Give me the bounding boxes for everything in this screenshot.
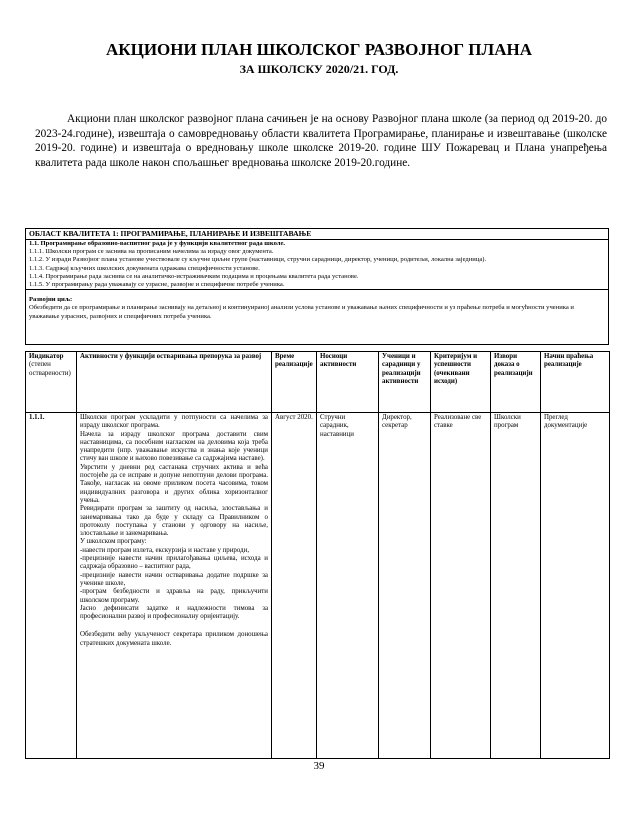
header-activities: Активности у функцији остваривања препорука за развој <box>77 352 272 413</box>
cell-tracking: Преглед документације <box>541 413 610 759</box>
activity-line: Ревидирати програм за заштиту од насиља, злостављања и занемаривања тако да буде у складу са Правилником о протоколу поступања у станови у одговору на насиље, злостављање и занемаривања. <box>80 505 268 538</box>
header-tracking: Начин праћења реализације <box>541 352 610 413</box>
header-holders: Носиоци активности <box>317 352 379 413</box>
activity-line: Начела за израду школског програма доставити свим наставницима, са посебним нагласком на деловима која треба унапредити (нпр. уважавање искуства и знања које ученици стичу ван школе и њихово повезивање са садржајима наставе). <box>80 430 268 463</box>
header-time: Време реализације <box>272 352 317 413</box>
goal-text: Обезбедити да се програмирање и планирање заснивају на детаљној и континуираној анализи услова установе и уважавање њених специфичности и уз праћење потреба и могућности ученика и уважавање узрасних, развојних и специфичних потреба ученика. <box>29 304 574 320</box>
activity-line: Обезбедити већу укљученост секретара приликом доношења стратешких докумената школе. <box>80 631 268 647</box>
activity-line: -програм безбедности и здравља на раду, прикључити школском програму. <box>80 588 268 604</box>
table-row <box>26 413 610 759</box>
standard-heading: 1.1. Програмирање образовно-васпитног рада је у функцији квалитетног рада школе. <box>29 240 286 247</box>
header-indicator: Индикатор (степен остварености) <box>26 352 77 413</box>
header-participants: Ученици и сарадници у реализацији активности <box>379 352 431 413</box>
header-criteria: Критеријум и успешности (очекивани исходи) <box>431 352 491 413</box>
header-indicator-note: (степен остварености) <box>29 361 71 377</box>
standard-items <box>26 248 608 289</box>
action-plan-table <box>25 351 610 759</box>
intro-paragraph: Акциони план школског развојног плана сачињен је на основу Развојног плана школе (за период од 2019-20. до 2023-24.године), извештаја о самовредновању области квалитета Програмирање, планирање и извештавање (школске 2019-20. године) и извештаја о вредновању школе школске 2019-20. године ШУ Пожаревац и Плана унапређења квалитета рада школе након спољашњег вредновања школске 2019-20.године. <box>35 113 607 169</box>
cell-activities <box>77 413 272 759</box>
quality-area-box <box>25 228 609 345</box>
document-subtitle: ЗА ШКОЛСКУ 2020/21. ГОД. <box>239 62 399 76</box>
activity-line: У школском програму: <box>80 538 147 546</box>
standard-item: 1.1.5. У програмирању рада уважавају се узрасне, развојне и специфичне потребе ученика. <box>29 281 285 289</box>
cell-sources: Школски програм <box>491 413 541 759</box>
activity-line <box>80 621 268 631</box>
activity-line: -прецизније навести начин прилагођавања циљева, исхода и садржаја образовно – васпитног рада, <box>80 555 268 571</box>
cell-time: Август 2020. <box>272 413 317 759</box>
header-sources: Извори доказа о реализацији <box>491 352 541 413</box>
table-header-row <box>26 352 610 413</box>
activity-line: -прецизније навести начин остваривања додатне подршке за ученике школе, <box>80 571 268 587</box>
document-title: АКЦИОНИ ПЛАН ШКОЛСКОГ РАЗВОЈНОГ ПЛАНА <box>106 40 532 59</box>
cell-participants: Директор, секретар <box>379 413 431 759</box>
standard-item: 1.1.3. Садржај кључних школских докумената одражава специфичности установе. <box>29 264 260 272</box>
page-number: 39 <box>313 760 325 772</box>
goal-label: Развојни циљ: <box>29 296 73 304</box>
quality-area-title: ОБЛАСТ КВАЛИТЕТА 1: ПРОГРАМИРАЊЕ, ПЛАНИРАЊЕ И ИЗВЕШТАВАЊЕ <box>26 229 608 240</box>
activity-line: Школски програм ускладити у потпуности са начелима за израду школског програма. <box>80 414 268 430</box>
activity-line: Уврстити у дневни ред састанака стручних актива и већа постојеће да се исправе и допуне непотпуни делови програма. Такође, нагласак на овоме приликом посета часовима, током индивидуалних разговора и других облика хоризонталног учења. <box>80 463 268 504</box>
standard-item: 1.1.2. У изради Развојног плана установе учествовале су кључне циљне групе (наставници, стручни сарадници, директор, ученици, родитељи, локална заједница). <box>29 256 487 264</box>
activity-line: Јасно дефинисати задатке и надлежности тимова за професионални развој и професионалну оријентацију. <box>80 604 268 621</box>
cell-indicator: 1.1.1. <box>26 413 77 759</box>
standard-item: 1.1.1. Школски програм се заснива на прописаним начелима за израду овог документа. <box>29 248 274 256</box>
standard-item: 1.1.4. Програмирање рада заснива се на аналитичко-истраживачким подацима и процењама квалитета рада установе. <box>29 272 359 280</box>
cell-criteria: Реализоване све ставке <box>431 413 491 759</box>
activity-line: -навести програм излета, екскурзија и наставе у природи, <box>80 546 250 554</box>
cell-holders: Стручни сарадник, наставници <box>317 413 379 759</box>
